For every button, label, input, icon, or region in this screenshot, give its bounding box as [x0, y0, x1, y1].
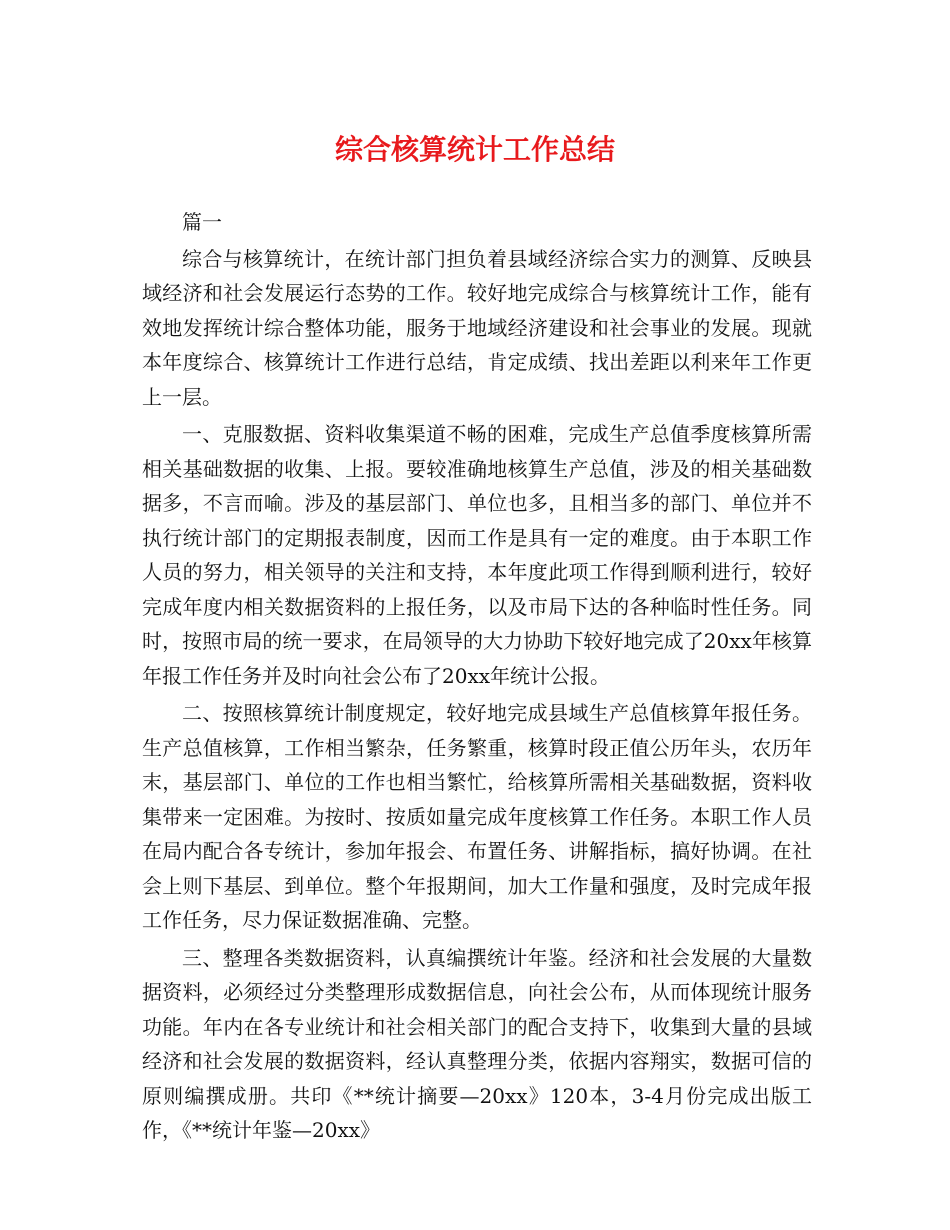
paragraph-section-1: 一、克服数据、资料收集渠道不畅的困难，完成生产总值季度核算所需相关基础数据的收集、上报。要较准确地核算生产总值，涉及的相关基础数据多，不言而喻。涉及的基层部门、单位也多，且相当多的部门、单位并不执行统计部门的定期报表制度，因而工作是具有一定的难度。由于本职工作人员的努力，相关领导的关注和支持，本年度此项工作得到顺利进行，较好完成年度内相关数据资料的上报任务，以及市局下达的各种临时性任务。同时，按照市局的统一要求，在局领导的大力协助下较好地完成了20xx年核算年报工作任务并及时向社会公布了20xx年统计公报。: [142, 422, 812, 688]
section-label: 篇一: [182, 210, 222, 234]
paragraph-section-2: 二、按照核算统计制度规定，较好地完成县域生产总值核算年报任务。生产总值核算，工作相当繁杂，任务繁重，核算时段正值公历年头，农历年末，基层部门、单位的工作也相当繁忙，给核算所需相关基础数据，资料收集带来一定困难。为按时、按质如量完成年度核算工作任务。本职工作人员在局内配合各专统计，参加年报会、布置任务、讲解指标，搞好协调。在社会上则下基层、到单位。整个年报期间，加大工作量和强度，及时完成年报工作任务，尽力保证数据准确、完整。: [142, 701, 812, 932]
paragraph-intro: 综合与核算统计，在统计部门担负着县域经济综合实力的测算、反映县域经济和社会发展运行态势的工作。较好地完成综合与核算统计工作，能有效地发挥统计综合整体功能，服务于地域经济建设和社会事业的发展。现就本年度综合、核算统计工作进行总结，肯定成绩、找出差距以利来年工作更上一层。: [142, 246, 812, 409]
document-body: [142, 205, 812, 1151]
document-title: 综合核算统计工作总结: [334, 133, 615, 166]
paragraph-section-3: 三、整理各类数据资料，认真编撰统计年鉴。经济和社会发展的大量数据资料，必须经过分类整理形成数据信息，向社会公布，从而体现统计服务功能。年内在各专业统计和社会相关部门的配合支持下，收集到大量的县域经济和社会发展的数据资料，经认真整理分类，依据内容翔实，数据可信的原则编撰成册。共印《**统计摘要—20xx》120本，3-4月份完成出版工作，《**统计年鉴—20xx》: [142, 945, 812, 1142]
